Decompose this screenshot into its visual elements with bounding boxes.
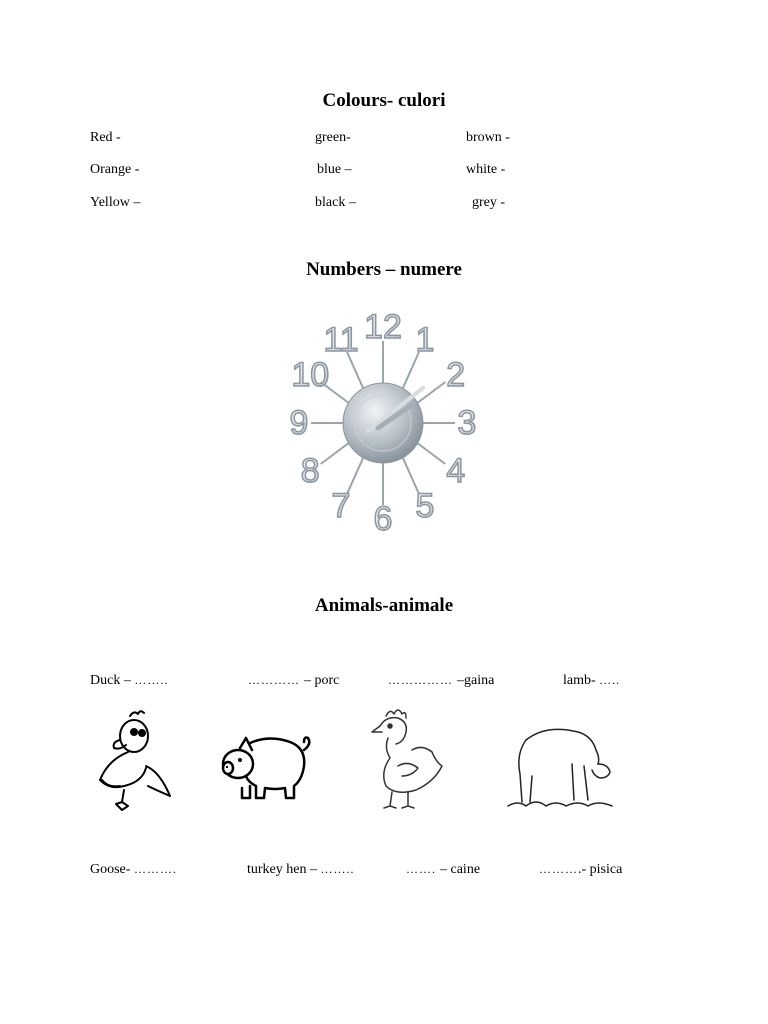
clock-digit: 4 xyxy=(446,452,466,490)
lamb-drawing xyxy=(502,720,622,814)
clock-digit: 6 xyxy=(373,500,393,538)
clock-digit: 5 xyxy=(415,487,435,526)
clock-digit: 7 xyxy=(331,487,351,526)
clock-digit: 10 xyxy=(291,356,330,394)
colour-brown-label: brown - xyxy=(466,130,510,145)
animal-lamb-item xyxy=(563,673,620,689)
colour-white-label: white - xyxy=(466,162,506,177)
colour-orange-label: Orange - xyxy=(90,162,140,177)
answer-blank: ……… xyxy=(539,862,578,876)
clock-digit: 11 xyxy=(323,320,359,359)
animal-caine-item xyxy=(406,862,480,878)
colour-yellow-label: Yellow – xyxy=(90,195,141,210)
clock-digit: 9 xyxy=(289,404,309,442)
numbers-heading: Numbers – numere xyxy=(306,259,462,280)
animal-pisica-label: .- pisica xyxy=(578,862,623,877)
animal-turkey-item xyxy=(247,862,354,878)
colour-blue-label: blue – xyxy=(317,162,352,177)
animal-duck-item xyxy=(90,673,168,689)
animal-gaina-item xyxy=(388,673,494,689)
clock-digit: 2 xyxy=(446,356,466,394)
animal-lamb-label: lamb- xyxy=(563,673,600,688)
animal-turkey-label: turkey hen – xyxy=(247,862,321,877)
clock-digit: 12 xyxy=(364,308,402,346)
animals-heading: Animals-animale xyxy=(314,595,454,616)
animal-porc-item xyxy=(248,673,339,689)
hen-drawing xyxy=(358,704,446,816)
answer-blank: ……. xyxy=(406,862,440,876)
colour-black-label: black – xyxy=(315,195,356,210)
answer-blank: …………… xyxy=(388,673,457,687)
clock-spoke xyxy=(416,442,445,464)
colour-red-label: Red - xyxy=(90,130,121,145)
wall-clock-image xyxy=(268,296,498,546)
animal-goose-label: Goose- xyxy=(90,862,134,877)
answer-blank: ….. xyxy=(599,673,621,687)
answer-blank: …….. xyxy=(134,673,169,687)
clock-spoke xyxy=(416,382,445,404)
animal-gaina-label: –gaina xyxy=(457,673,495,688)
animal-duck-label: Duck – xyxy=(90,673,135,688)
duck-drawing xyxy=(90,708,174,814)
colours-heading: Colours- culori xyxy=(322,90,446,111)
animal-caine-label: – caine xyxy=(440,862,481,877)
colour-grey-label: grey - xyxy=(472,195,506,210)
answer-blank: …….. xyxy=(320,862,355,876)
answer-blank: ………… xyxy=(248,673,304,687)
animal-pisica-item xyxy=(539,862,622,878)
animal-porc-label: – porc xyxy=(304,673,340,688)
clock-digit: 8 xyxy=(300,452,320,490)
pig-drawing xyxy=(220,730,312,804)
clock-digit: 3 xyxy=(457,404,477,442)
clock-spoke xyxy=(321,442,350,464)
colour-green-label: green- xyxy=(315,130,351,145)
answer-blank: ………. xyxy=(133,862,177,876)
clock-digit: 1 xyxy=(415,320,435,359)
animal-goose-item xyxy=(90,862,177,878)
